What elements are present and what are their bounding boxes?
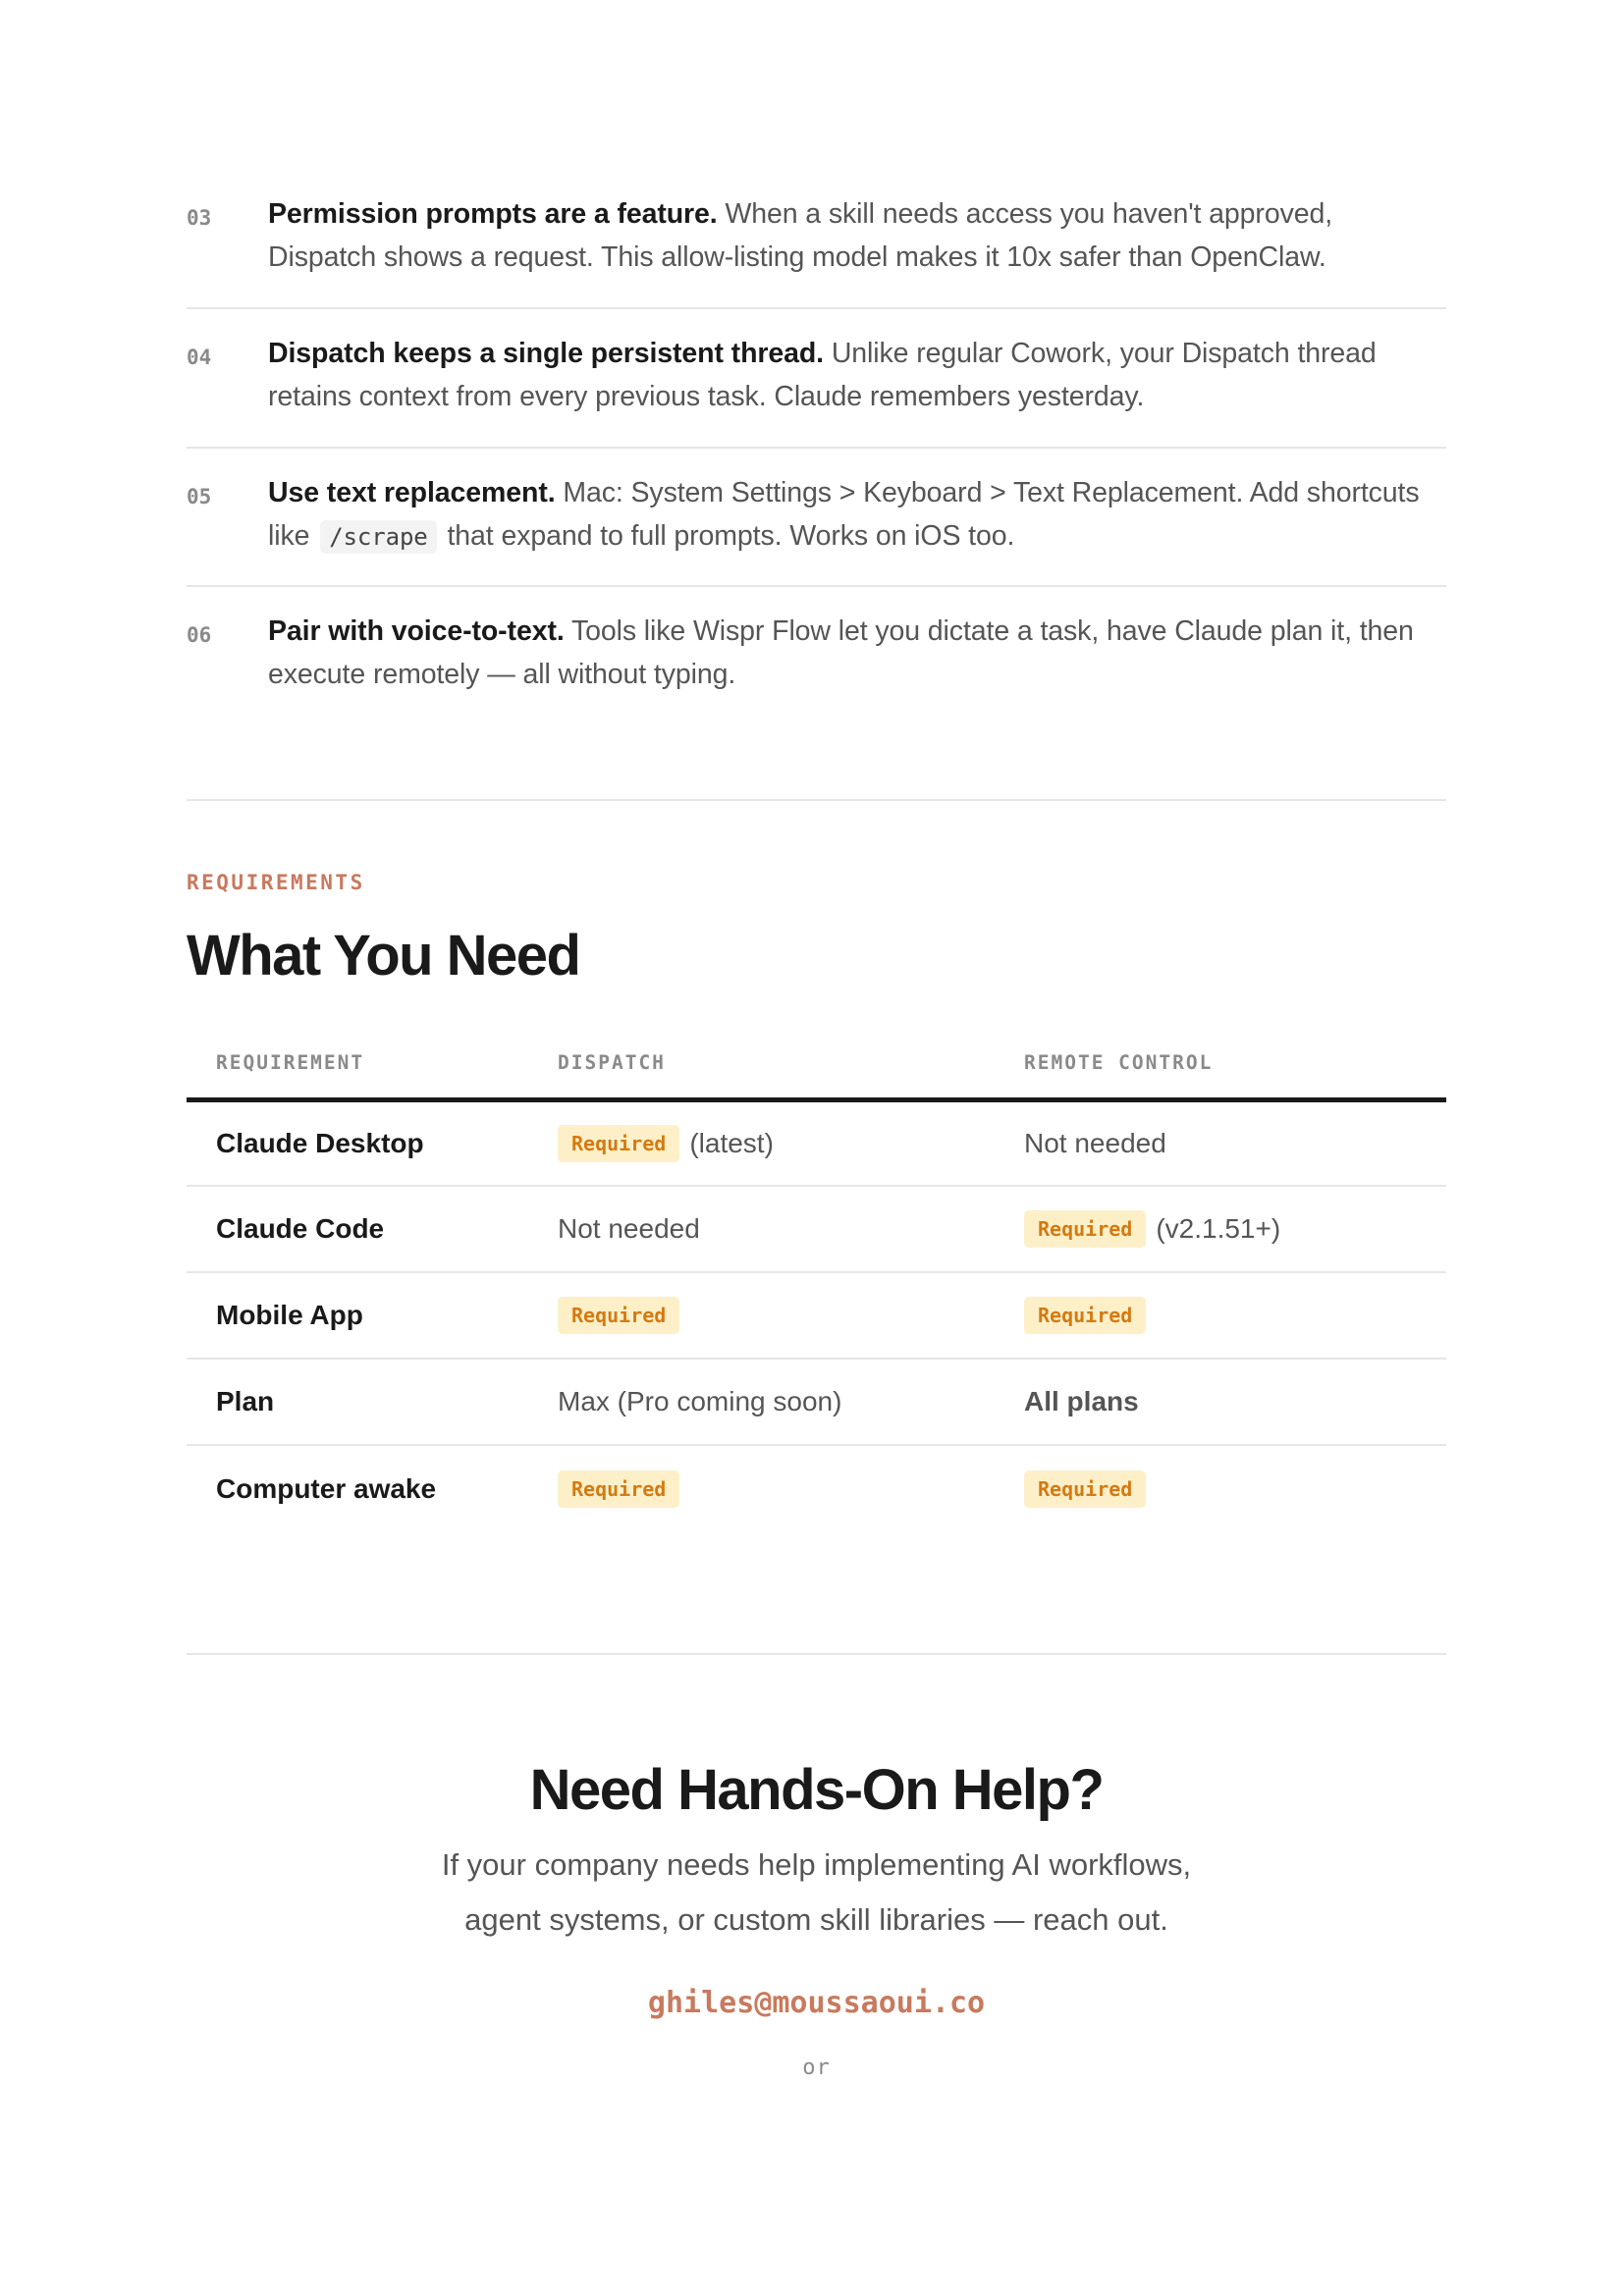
inline-code: /scrape <box>320 520 436 554</box>
item-description: Mac: System Settings > Keyboard > Text Replacement. Add shortcuts like <box>268 477 1420 552</box>
email-link[interactable]: ghiles@moussaoui.co <box>647 1986 986 2020</box>
item-text <box>268 610 1446 705</box>
dispatch-cell <box>558 1445 1024 1531</box>
dispatch-cell <box>558 1272 1024 1359</box>
requirement-cell: Mobile App <box>187 1272 558 1359</box>
status-badge: Required <box>558 1125 679 1162</box>
item-number: 04 <box>187 346 212 369</box>
status-badge: Required <box>1024 1470 1146 1508</box>
section-title: What You Need <box>187 924 580 988</box>
cta-title: Need Hands-On Help? <box>529 1758 1104 1822</box>
section-eyebrow: REQUIREMENTS <box>187 871 365 894</box>
cta-line-1: If your company needs help implementing AI workflows, <box>441 1847 1192 1882</box>
cta-line-2: agent systems, or custom skill libraries — reach out. <box>464 1902 1168 1937</box>
item-number: 03 <box>187 206 212 230</box>
dispatch-cell <box>558 1099 1024 1186</box>
requirement-cell: Computer awake <box>216 1472 437 1504</box>
section-divider <box>187 1653 1446 1655</box>
status-badge: Required <box>558 1470 679 1508</box>
table-row <box>187 1359 1446 1445</box>
requirement-cell: Claude Code <box>187 1186 558 1272</box>
table-row <box>187 1099 1446 1186</box>
column-header-dispatch: DISPATCH <box>558 1031 1024 1099</box>
item-number: 06 <box>187 623 212 647</box>
item-number: 05 <box>187 485 212 508</box>
cta-description <box>187 1838 1446 1948</box>
column-header-requirement: REQUIREMENT <box>187 1031 558 1099</box>
remote-cell: Not needed <box>1024 1099 1446 1186</box>
dispatch-cell: Not needed <box>558 1186 1024 1272</box>
item-description: Tools like Wispr Flow let you dictate a task, have Claude plan it, then execute remotely — all without typing. <box>268 615 1414 690</box>
badge-note: (latest) <box>689 1127 774 1158</box>
requirements-table <box>187 1031 1446 1531</box>
table-row <box>187 1445 1446 1531</box>
or-separator: or <box>802 2056 831 2080</box>
item-text <box>268 192 1446 307</box>
section-divider <box>187 799 1446 801</box>
column-header-remote-control: REMOTE CONTROL <box>1024 1031 1446 1099</box>
list-item <box>187 587 1446 705</box>
item-description: Unlike regular Cowork, your Dispatch thread retains context from every previous task. Claude remembers yesterday. <box>268 338 1377 412</box>
requirement-cell: Plan <box>187 1359 558 1445</box>
status-badge: Required <box>1024 1210 1146 1248</box>
remote-cell: All plans <box>1024 1359 1446 1445</box>
item-title: Dispatch keeps a single persistent thread. <box>268 338 824 369</box>
table-header-row <box>187 1031 1446 1099</box>
badge-note: (v2.1.51+) <box>1156 1213 1281 1244</box>
table-row <box>187 1272 1446 1359</box>
item-text <box>268 332 1446 447</box>
item-text <box>268 471 1446 585</box>
requirement-cell: Claude Desktop <box>187 1099 558 1186</box>
item-title: Use text replacement. <box>268 477 556 508</box>
remote-cell <box>1024 1445 1446 1531</box>
item-description: When a skill needs access you haven't approved, Dispatch shows a request. This allow-listing model makes it 10x safer than OpenClaw. <box>268 198 1333 273</box>
status-badge: Required <box>1024 1297 1146 1334</box>
remote-cell <box>1024 1186 1446 1272</box>
status-badge: Required <box>558 1297 679 1334</box>
item-description-continued: that expand to full prompts. Works on iOS too. <box>447 520 1015 552</box>
remote-cell <box>1024 1272 1446 1359</box>
item-title: Permission prompts are a feature. <box>268 198 718 230</box>
list-item <box>187 192 1446 309</box>
dispatch-cell: Max (Pro coming soon) <box>558 1359 1024 1445</box>
table-row <box>187 1186 1446 1272</box>
tips-list <box>187 192 1446 705</box>
list-item <box>187 449 1446 587</box>
item-title: Pair with voice-to-text. <box>268 615 565 647</box>
list-item <box>187 309 1446 449</box>
